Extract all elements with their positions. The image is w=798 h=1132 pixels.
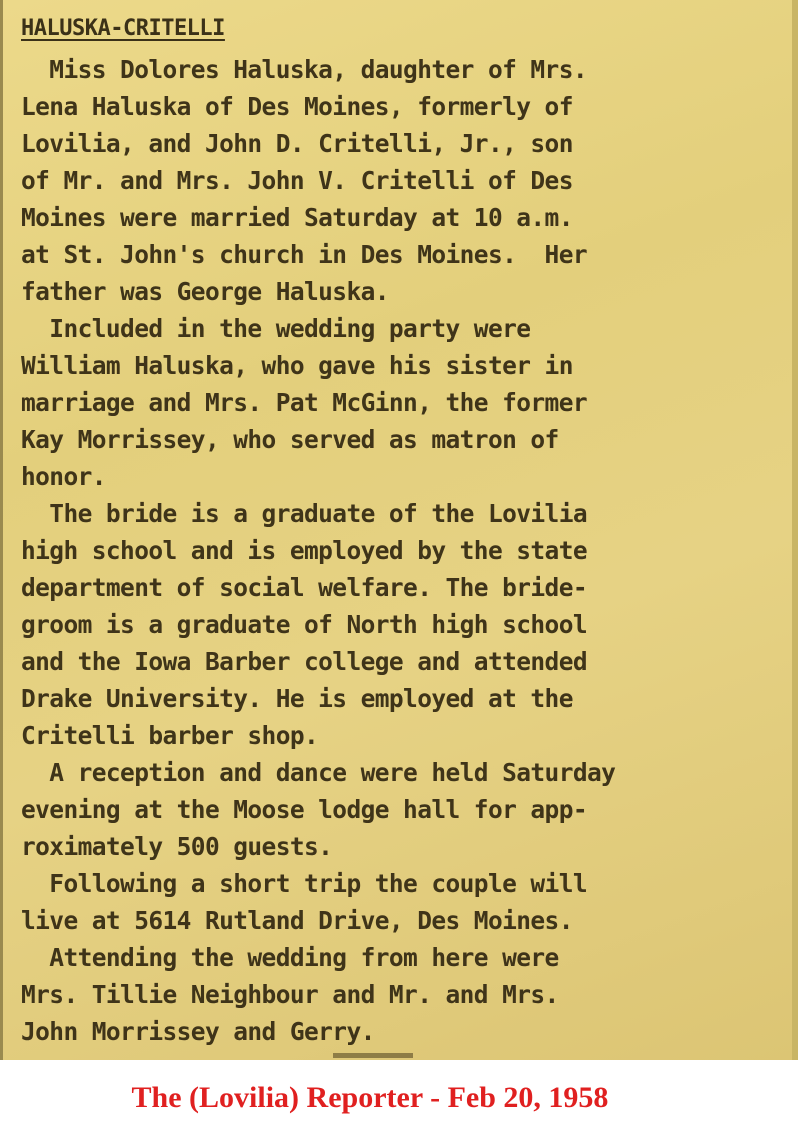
article-line: honor.	[21, 462, 106, 491]
article-body	[21, 51, 791, 1050]
article-line: A reception and dance were held Saturday	[21, 758, 616, 787]
article-line: Critelli barber shop.	[21, 721, 319, 750]
article-line: father was George Haluska.	[21, 277, 389, 306]
article-separator	[333, 1053, 413, 1058]
article-line: Included in the wedding party were	[21, 314, 531, 343]
article-line: and the Iowa Barber college and attended	[21, 647, 588, 676]
article-headline: HALUSKA-CRITELLI	[21, 16, 225, 41]
article-line: Lena Haluska of Des Moines, formerly of	[21, 92, 573, 121]
clipping-edge	[792, 0, 798, 1060]
article-line: of Mr. and Mrs. John V. Critelli of Des	[21, 166, 573, 195]
source-caption: The (Lovilia) Reporter - Feb 20, 1958	[131, 1081, 609, 1114]
article-line: Miss Dolores Haluska, daughter of Mrs.	[21, 55, 588, 84]
article-line: groom is a graduate of North high school	[21, 610, 588, 639]
article-line: William Haluska, who gave his sister in	[21, 351, 573, 380]
article-line: department of social welfare. The bride-	[21, 573, 588, 602]
article-line: Drake University. He is employed at the	[21, 684, 573, 713]
article-line: Following a short trip the couple will	[21, 869, 588, 898]
article-line: Kay Morrissey, who served as matron of	[21, 425, 559, 454]
article-line: John Morrissey and Gerry.	[21, 1017, 375, 1046]
article-line: Mrs. Tillie Neighbour and Mr. and Mrs.	[21, 980, 559, 1009]
article-line: roximately 500 guests.	[21, 832, 333, 861]
article-line: live at 5614 Rutland Drive, Des Moines.	[21, 906, 573, 935]
article-line: high school and is employed by the state	[21, 536, 588, 565]
article-line: evening at the Moose lodge hall for app-	[21, 795, 588, 824]
article-line: Moines were married Saturday at 10 a.m.	[21, 203, 573, 232]
article-line: marriage and Mrs. Pat McGinn, the former	[21, 388, 588, 417]
article-line: The bride is a graduate of the Lovilia	[21, 499, 588, 528]
article-line: Lovilia, and John D. Critelli, Jr., son	[21, 129, 573, 158]
article-line: Attending the wedding from here were	[21, 943, 559, 972]
article-line: at St. John's church in Des Moines. Her	[21, 240, 588, 269]
